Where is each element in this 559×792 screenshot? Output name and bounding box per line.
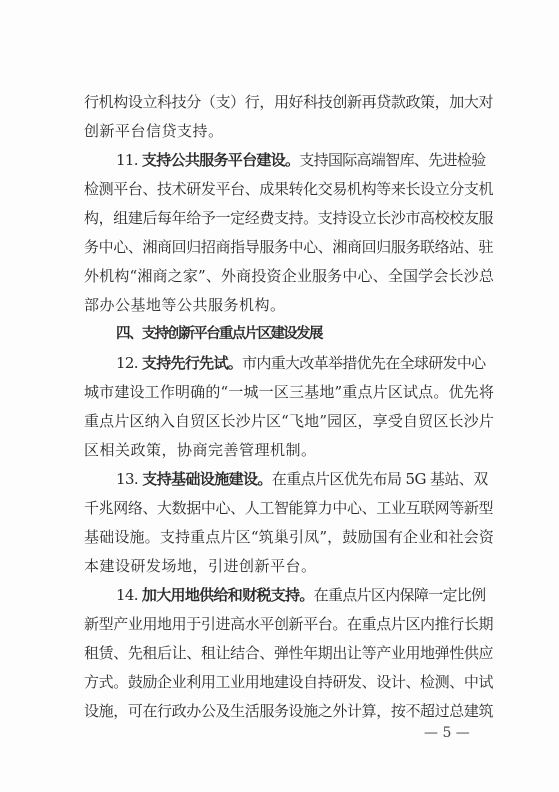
text-line: 城市建设工作明确的“一城一区三基地”重点片区试点。优先将 <box>84 383 495 401</box>
text-line: 基础设施。支持重点片区“筑巢引凤”，鼓励国有企业和社会资 <box>84 528 495 546</box>
text-line: 方式。鼓励企业利用工业用地建设自持研发、设计、检测、中试 <box>84 673 494 691</box>
text-line: 行机构设立科技分（支）行，用好科技创新再贷款政策，加大对 <box>84 93 494 111</box>
text-line: 千兆网络、大数据中心、人工智能算力中心、工业互联网等新型 <box>84 499 494 517</box>
item-14-heading: 14. 加大用地供给和财税支持。在重点片区内保障一定比例 <box>116 586 486 604</box>
text-line: 租赁、先租后让、租让结合、弹性年期出让等产业用地弹性供应 <box>84 644 494 662</box>
text-line: 新型产业用地用于引进高水平创新平台。在重点片区内推行长期 <box>84 615 494 633</box>
item-11-heading: 11. 支持公共服务平台建设。支持国际高端智库、先进检验 <box>116 151 486 169</box>
text-line: 设施，可在行政办公及生活服务设施之外计算，按不超过总建筑 <box>84 702 494 720</box>
text-line: 重点片区纳入自贸区长沙片区“飞地”园区，享受自贸区长沙片 <box>84 412 495 430</box>
text-line: 外机构“湘商之家”、外商投资企业服务中心、全国学会长沙总 <box>84 267 495 285</box>
text-line: 本建设研发场地，引进创新平台。 <box>84 557 317 575</box>
text-line: 部办公基地等公共服务机构。 <box>84 296 286 314</box>
text-line: 构，组建后每年给予一定经费支持。支持设立长沙市高校校友服 <box>84 209 494 227</box>
text-line: 务中心、湘商回归招商指导服务中心、湘商回归服务联络站、驻 <box>84 238 494 256</box>
item-13-heading: 13. 支持基础设施建设。在重点片区优先布局 5G 基站、双 <box>116 470 488 488</box>
page-number: — 5 — <box>424 725 470 741</box>
section-heading: 四、支持创新平台重点片区建设发展 <box>116 326 322 342</box>
text-line: 创新平台信贷支持。 <box>84 122 224 140</box>
item-12-heading: 12. 支持先行先试。市内重大改革举措优先在全球研发中心 <box>116 354 486 372</box>
text-line: 区相关政策，协商完善管理机制。 <box>84 441 317 459</box>
text-line: 检测平台、技术研发平台、成果转化交易机构等来长设立分支机 <box>84 180 494 198</box>
